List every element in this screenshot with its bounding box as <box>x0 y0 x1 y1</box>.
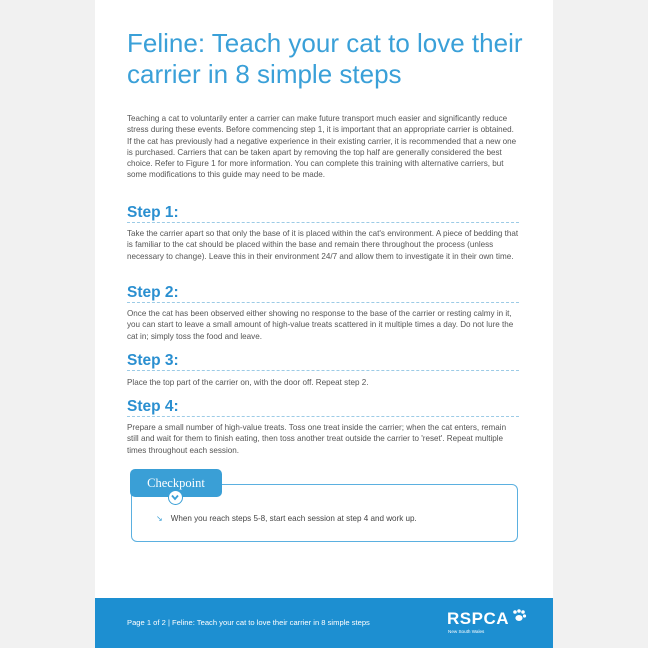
step-2-text: Once the cat has been observed either showing no response to the base of the carrier or resting calmy in it, you can start to leave a small amount of high-value treats scattered in it multiple times a day. Do not lure the cat in; simply toss the food and leave. <box>127 309 514 341</box>
logo-wordmark: RSPCA <box>447 609 510 628</box>
page-footer <box>95 598 553 648</box>
logo-subtext: New South Wales <box>448 629 485 634</box>
step-3-text: Place the top part of the carrier on, with the door off. Repeat step 2. <box>127 378 369 387</box>
rspca-logo <box>447 609 537 639</box>
checkpoint-label: Checkpoint <box>130 469 222 497</box>
step-2-heading: Step 2: <box>127 284 519 303</box>
page-title: Feline: Teach your cat to love their carrier in 8 simple steps <box>127 28 523 89</box>
step-4-heading: Step 4: <box>127 398 519 417</box>
step-1-heading: Step 1: <box>127 204 519 223</box>
paw-icon <box>511 609 527 623</box>
step-4-text: Prepare a small number of high-value treats. Toss one treat inside the carrier; when the cat enters, remain still and wait for them to finish eating, then toss another treat outside the carrier to 'reset'. Repeat multiple times throughout each session. <box>127 423 507 455</box>
chevron-down-icon <box>168 490 183 505</box>
arrow-bullet-icon: ↘ <box>156 514 163 523</box>
step-1-text: Take the carrier apart so that only the base of it is placed within the cat's environment. A piece of bedding that is familiar to the cat should be placed within the base and remain there throughout the process (unless necessary to change). Leave this in their environment 24/7 and allow them to investigate it in their own time. <box>127 229 519 261</box>
document-page <box>95 0 553 648</box>
intro-paragraph: Teaching a cat to voluntarily enter a carrier can make future transport much easier and significantly reduce stress during these events. Before commencing step 1, it is important that an appropriate carrier is obtained. If the cat has previously had a negative experience in their existing carrier, it is recommended that a new one is purchased. Carriers that can be taken apart by removing the top half are generally considered the best choice. Refer to Figure 1 for more information. You can complete this training with alternative carriers, but some modifications to this guide may need to be made. <box>127 114 517 180</box>
checkpoint-item <box>156 513 506 524</box>
checkpoint-item-text: When you reach steps 5-8, start each session at step 4 and work up. <box>170 514 417 523</box>
step-3-heading: Step 3: <box>127 352 519 371</box>
footer-text: Page 1 of 2 | Feline: Teach your cat to love their carrier in 8 simple steps <box>127 618 370 627</box>
